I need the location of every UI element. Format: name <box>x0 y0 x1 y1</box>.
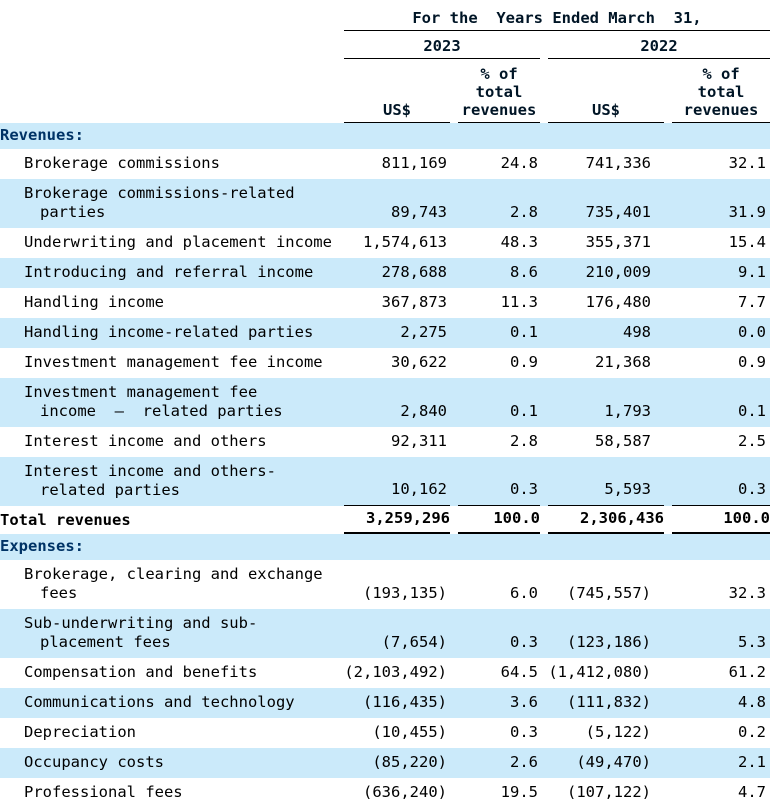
row-label <box>0 688 336 718</box>
row-label-line: parties <box>40 203 106 221</box>
row-label-line: Professional fees <box>24 783 183 801</box>
cell-pct-2023: 0.3 <box>458 475 540 506</box>
table-row <box>0 179 770 228</box>
row-label-line: Revenues: <box>0 126 84 144</box>
row-label <box>0 508 336 534</box>
cell-pct-2022: 7.7 <box>738 293 766 311</box>
row-label-line: Compensation and benefits <box>24 663 258 681</box>
usd-label: US$ <box>592 101 620 119</box>
row-label-line: Brokerage commissions-related <box>24 184 295 202</box>
row-label <box>0 288 336 318</box>
section-row <box>0 534 770 560</box>
row-label-line: Underwriting and placement income <box>24 233 332 251</box>
cell-pct-2022: 32.1 <box>728 154 766 172</box>
cell-pct-2022: 61.2 <box>728 663 766 681</box>
row-label <box>0 534 770 560</box>
row-label <box>0 378 336 427</box>
table-row <box>0 288 770 318</box>
cell-pct-2022: 4.8 <box>738 693 766 711</box>
cell-pct-2022: 4.7 <box>738 783 766 801</box>
cell-pct-2022: 2.1 <box>738 753 766 771</box>
cell-usd-2023: 3,259,296 <box>344 506 450 534</box>
cell-usd-2023: (85,220) <box>372 753 447 771</box>
table-row <box>0 506 770 534</box>
row-label-line: Brokerage commissions <box>24 154 220 172</box>
table-row <box>0 718 770 748</box>
cell-usd-2023: 92,311 <box>391 432 447 450</box>
cell-usd-2022: 21,368 <box>595 353 651 371</box>
row-label <box>0 258 336 288</box>
cell-pct-2023: 11.3 <box>500 293 538 311</box>
table-row <box>0 658 770 688</box>
table-row <box>0 149 770 179</box>
cell-pct-2023: 24.8 <box>500 154 538 172</box>
year-header-2023: 2023 <box>344 37 540 59</box>
cell-pct-2022: 0.3 <box>672 475 770 506</box>
cell-pct-2023: 0.9 <box>510 353 538 371</box>
column-header-usd-2023 <box>344 65 450 123</box>
cell-usd-2022: (111,832) <box>567 693 651 711</box>
cell-usd-2022: 1,793 <box>604 402 651 420</box>
cell-usd-2022: (1,412,080) <box>548 663 651 681</box>
table-row <box>0 688 770 718</box>
cell-usd-2023: 10,162 <box>344 475 450 506</box>
cell-pct-2023: 2.8 <box>510 203 538 221</box>
row-label-line: Investment management fee <box>24 383 258 401</box>
table-row <box>0 457 770 506</box>
cell-pct-2023: 8.6 <box>510 263 538 281</box>
cell-usd-2022: 741,336 <box>585 154 651 172</box>
cell-pct-2023: 19.5 <box>500 783 538 801</box>
row-label-line: Occupancy costs <box>24 753 164 771</box>
cell-usd-2023: (7,654) <box>381 633 447 651</box>
table-row <box>0 609 770 658</box>
table-row <box>0 427 770 457</box>
row-label-line: Sub-underwriting and sub- <box>24 614 258 632</box>
cell-pct-2023: 2.6 <box>510 753 538 771</box>
row-label <box>0 658 336 688</box>
cell-pct-2023: 48.3 <box>500 233 538 251</box>
cell-usd-2023: 367,873 <box>381 293 447 311</box>
cell-usd-2022: 5,593 <box>548 475 664 506</box>
table-row <box>0 258 770 288</box>
row-label-line: Expenses: <box>0 537 84 555</box>
year-header-2022: 2022 <box>548 37 770 59</box>
cell-pct-2022: 9.1 <box>738 263 766 281</box>
row-label-line: income – related parties <box>40 402 283 420</box>
cell-usd-2023: (193,135) <box>363 584 447 602</box>
section-row <box>0 123 770 149</box>
row-label <box>0 778 336 808</box>
row-label-line: fees <box>40 584 78 602</box>
column-header-usd-2022 <box>548 65 664 123</box>
cell-usd-2023: 2,840 <box>400 402 447 420</box>
row-label <box>0 427 336 457</box>
cell-pct-2023: 0.3 <box>510 723 538 741</box>
table-row <box>0 378 770 427</box>
cell-usd-2022: (107,122) <box>567 783 651 801</box>
row-label <box>0 560 336 609</box>
column-header-pct-2022: % of total revenues <box>672 65 770 123</box>
cell-usd-2023: 1,574,613 <box>363 233 447 251</box>
cell-usd-2022: 2,306,436 <box>548 506 664 534</box>
row-label <box>0 228 336 258</box>
row-label-line: Interest income and others- <box>24 462 276 480</box>
table-row <box>0 348 770 378</box>
table-row <box>0 228 770 258</box>
table-row <box>0 318 770 348</box>
cell-pct-2022: 31.9 <box>728 203 766 221</box>
cell-pct-2023: 64.5 <box>500 663 538 681</box>
cell-pct-2022: 5.3 <box>738 633 766 651</box>
cell-pct-2023: 2.8 <box>510 432 538 450</box>
cell-usd-2022: (745,557) <box>567 584 651 602</box>
row-label <box>0 457 336 506</box>
cell-usd-2022: 355,371 <box>585 233 651 251</box>
row-label-line: placement fees <box>40 633 171 651</box>
cell-usd-2022: 498 <box>623 323 651 341</box>
cell-pct-2023: 3.6 <box>510 693 538 711</box>
cell-pct-2023: 0.3 <box>510 633 538 651</box>
row-label-line: related parties <box>40 481 180 499</box>
cell-usd-2022: (5,122) <box>585 723 651 741</box>
row-label <box>0 179 336 228</box>
cell-usd-2022: (49,470) <box>576 753 651 771</box>
cell-usd-2022: 176,480 <box>585 293 651 311</box>
cell-pct-2022: 0.2 <box>738 723 766 741</box>
cell-usd-2023: (636,240) <box>363 783 447 801</box>
table-row <box>0 778 770 808</box>
cell-pct-2022: 32.3 <box>728 584 766 602</box>
table-title: For the Years Ended March 31, <box>344 8 770 31</box>
row-label-line: Interest income and others <box>24 432 267 450</box>
table-body <box>0 123 770 808</box>
cell-pct-2022: 2.5 <box>738 432 766 450</box>
row-label <box>0 123 770 149</box>
cell-usd-2023: 89,743 <box>391 203 447 221</box>
row-label-line: Depreciation <box>24 723 136 741</box>
usd-label: US$ <box>383 101 411 119</box>
table-row <box>0 560 770 609</box>
row-label-line: Investment management fee income <box>24 353 323 371</box>
cell-usd-2022: 735,401 <box>585 203 651 221</box>
row-label <box>0 318 336 348</box>
cell-usd-2023: 2,275 <box>400 323 447 341</box>
row-label <box>0 348 336 378</box>
cell-usd-2022: 58,587 <box>595 432 651 450</box>
row-label-line: Handling income <box>24 293 164 311</box>
cell-pct-2022: 0.0 <box>738 323 766 341</box>
column-header-pct-2023: % of total revenues <box>458 65 540 123</box>
cell-usd-2023: 278,688 <box>381 263 447 281</box>
cell-pct-2022: 100.0 <box>672 506 770 534</box>
cell-usd-2022: (123,186) <box>567 633 651 651</box>
row-label-line: Total revenues <box>0 511 131 529</box>
table-header <box>0 0 770 123</box>
cell-usd-2023: (116,435) <box>363 693 447 711</box>
row-label-line: Handling income-related parties <box>24 323 314 341</box>
cell-pct-2022: 15.4 <box>728 233 766 251</box>
cell-usd-2022: 210,009 <box>585 263 651 281</box>
row-label <box>0 748 336 778</box>
row-label <box>0 149 336 179</box>
table-row <box>0 748 770 778</box>
cell-pct-2023: 6.0 <box>510 584 538 602</box>
row-label-line: Introducing and referral income <box>24 263 314 281</box>
row-label-line: Communications and technology <box>24 693 295 711</box>
cell-pct-2023: 0.1 <box>510 323 538 341</box>
row-label <box>0 718 336 748</box>
cell-pct-2023: 0.1 <box>510 402 538 420</box>
cell-usd-2023: 811,169 <box>381 154 447 172</box>
row-label <box>0 609 336 658</box>
cell-pct-2022: 0.9 <box>738 353 766 371</box>
cell-pct-2023: 100.0 <box>458 506 540 534</box>
row-label-line: Brokerage, clearing and exchange <box>24 565 323 583</box>
cell-pct-2022: 0.1 <box>738 402 766 420</box>
cell-usd-2023: (2,103,492) <box>344 663 447 681</box>
cell-usd-2023: (10,455) <box>372 723 447 741</box>
cell-usd-2023: 30,622 <box>391 353 447 371</box>
